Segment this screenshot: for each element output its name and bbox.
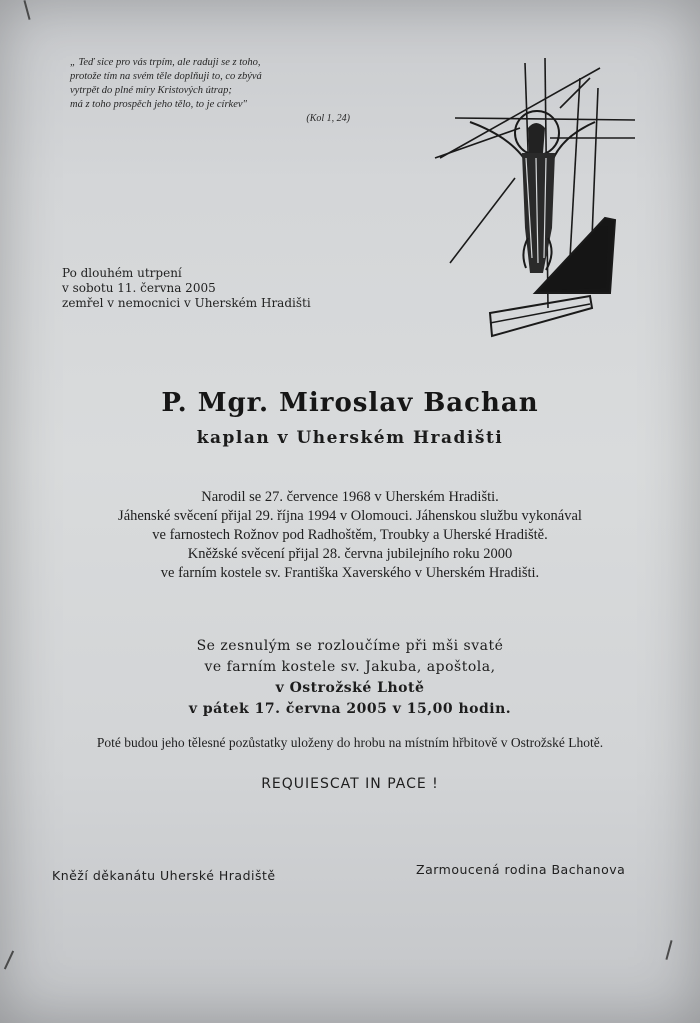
deceased-name: P. Mgr. Miroslav Bachan bbox=[161, 388, 539, 418]
biography-line: Jáhenské svěcení přijal 29. října 1994 v Olomouci. Jáhenskou službu vykonával bbox=[118, 508, 582, 524]
signature-priests: Kněží děkanátu Uherské Hradiště bbox=[52, 868, 276, 883]
funeral-place: v Ostrožské Lhotě bbox=[275, 680, 425, 696]
crucifix-illustration bbox=[430, 58, 650, 348]
quote-reference: (Kol 1, 24) bbox=[306, 113, 350, 124]
biography-line: ve farnostech Rožnov pod Radhoštěm, Troubky a Uherské Hradiště. bbox=[152, 527, 548, 543]
pin-icon bbox=[4, 951, 14, 970]
funeral-announcement bbox=[0, 636, 700, 720]
death-notice bbox=[62, 266, 392, 311]
biography bbox=[0, 488, 700, 583]
quote-line: „ Teď sice pro vás trpím, ale raduji se z toho, bbox=[70, 57, 261, 68]
quote-line: vytrpět do plné míry Kristových útrap; bbox=[70, 85, 232, 96]
notice-line: zemřel v nemocnici v Uherském Hradišti bbox=[62, 296, 311, 310]
deceased-title: kaplan v Uherském Hradišti bbox=[196, 428, 504, 448]
biography-line: Kněžské svěcení přijal 28. června jubilejního roku 2000 bbox=[187, 546, 513, 562]
quote-line: protože tím na svém těle doplňuji to, co zbývá bbox=[70, 71, 262, 82]
burial-note: Poté budou jeho tělesné pozůstatky uloženy do hrobu na místním hřbitově v Ostrožské Lhotě. bbox=[96, 735, 604, 750]
pin-icon bbox=[23, 0, 30, 20]
scripture-quote bbox=[70, 56, 370, 126]
signature-family: Zarmoucená rodina Bachanova bbox=[416, 862, 626, 877]
biography-line: Narodil se 27. července 1968 v Uherském Hradišti. bbox=[201, 489, 499, 505]
funeral-datetime: v pátek 17. června 2005 v 15,00 hodin. bbox=[188, 701, 512, 717]
closing-phrase: REQUIESCAT IN PACE ! bbox=[261, 776, 439, 792]
pin-icon bbox=[665, 940, 672, 960]
quote-line: má z toho prospěch jeho tělo, to je církev" bbox=[70, 99, 247, 110]
notice-line: Po dlouhém utrpení bbox=[62, 266, 182, 280]
notice-line: v sobotu 11. června 2005 bbox=[62, 281, 216, 295]
funeral-line: Se zesnulým se rozloučíme při mši svaté bbox=[196, 638, 504, 654]
funeral-line: ve farním kostele sv. Jakuba, apoštola, bbox=[204, 659, 496, 675]
biography-line: ve farním kostele sv. Františka Xaverského v Uherském Hradišti. bbox=[160, 565, 540, 581]
